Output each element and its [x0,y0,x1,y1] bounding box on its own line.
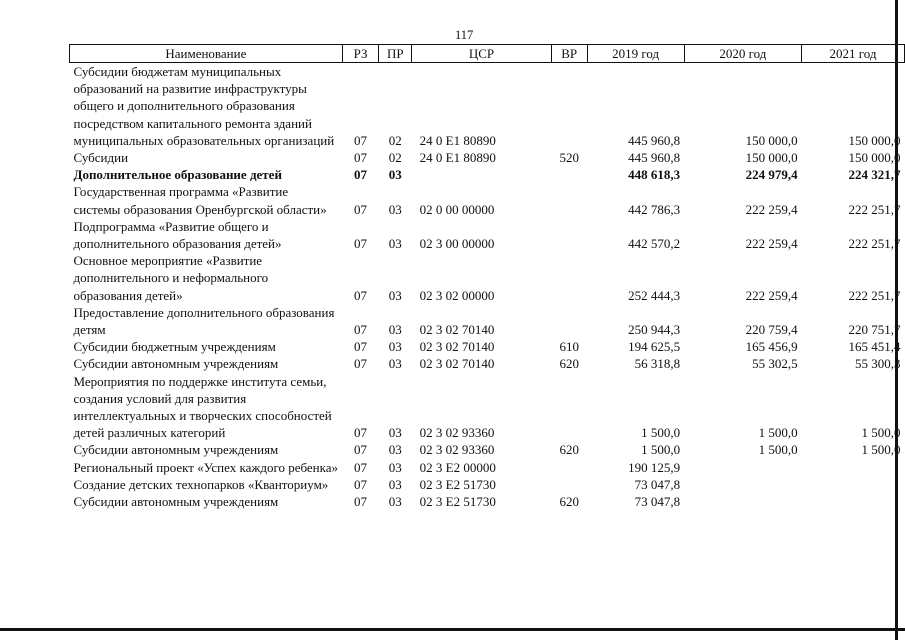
cell-pr: 03 [388,425,402,441]
cell-csr: 02 3 E2 51730 [419,494,496,510]
cell-y2019: 1 500,0 [641,442,681,458]
cell-name: Субсидии автономным учреждениям [73,356,279,372]
table-row [70,373,905,442]
cell-rz: 07 [354,494,368,510]
cell-y2021: 165 451,4 [848,339,901,355]
cell-pr: 03 [388,442,402,458]
cell-y2021 [802,476,905,493]
cell-y2020: 222 259,4 [745,236,798,252]
cell-y2019: 250 944,3 [628,322,681,338]
table-row [70,183,905,217]
page-number: 117 [455,28,474,42]
cell-csr: 02 3 E2 51730 [419,476,496,492]
table-row [70,166,905,183]
cell-csr: 02 3 02 93360 [419,425,495,441]
cell-name: Субсидии бюджетам муниципальных образований на развитие инфраструктуры общего и дополнительного образования посредством капитального ремонта зданий муниципальных образовательных организаций [73,64,335,148]
table-row [70,493,905,510]
table-row [70,476,905,493]
table-row [70,338,905,355]
cell-pr: 02 [388,150,402,166]
cell-name: Подпрограмма «Развитие общего и дополнительного образования детей» [73,218,282,252]
cell-name: Дополнительное образование детей [73,167,282,183]
table-row [70,355,905,372]
cell-y2021: 1 500,0 [861,442,901,458]
cell-y2019: 442 786,3 [628,201,681,217]
cell-rz: 07 [354,201,368,217]
cell-pr: 03 [388,201,402,217]
cell-y2019: 1 500,0 [641,425,681,441]
cell-csr: 02 3 02 70140 [419,356,495,372]
cell-name: Создание детских технопарков «Кванториум» [73,476,329,492]
cell-vr [551,373,587,442]
cell-y2020: 222 259,4 [745,287,798,303]
cell-y2020: 1 500,0 [758,442,798,458]
cell-vr [551,183,587,217]
cell-name: Мероприятия по поддержке института семьи, создания условий для развития интеллектуальных и творческих способностей детей различных категорий [73,373,332,441]
cell-rz: 07 [354,132,368,148]
cell-csr: 02 3 02 93360 [419,442,495,458]
cell-rz: 07 [354,236,368,252]
header-2020: 2020 год [684,45,801,63]
cell-y2019: 56 318,8 [634,356,681,372]
cell-csr: 02 3 02 70140 [419,339,495,355]
table-row [70,63,905,150]
header-2019: 2019 год [587,45,684,63]
cell-csr: 02 3 E2 00000 [419,459,496,475]
cell-pr: 03 [388,459,402,475]
cell-pr: 03 [388,236,402,252]
table-row [70,459,905,476]
cell-csr: 24 0 E1 80890 [419,132,496,148]
cell-y2021: 1 500,0 [861,425,901,441]
cell-y2020 [684,493,801,510]
cell-y2020: 150 000,0 [745,132,798,148]
cell-rz: 07 [354,459,368,475]
cell-vr [551,459,587,476]
cell-vr [551,218,587,252]
cell-name: Региональный проект «Успех каждого ребенка» [73,459,339,475]
cell-pr: 03 [388,356,402,372]
cell-name: Субсидии автономным учреждениям [73,442,279,458]
cell-rz: 07 [354,442,368,458]
cell-y2020: 222 259,4 [745,201,798,217]
cell-rz: 07 [354,287,368,303]
cell-rz: 07 [354,150,368,166]
cell-y2019: 73 047,8 [634,476,681,492]
cell-csr: 02 3 02 00000 [419,287,495,303]
cell-y2020: 224 979,4 [745,167,798,183]
cell-y2019: 190 125,9 [628,459,681,475]
cell-pr: 03 [388,494,402,510]
cell-rz: 07 [354,167,368,183]
cell-csr: 24 0 E1 80890 [419,150,496,166]
cell-y2021 [802,459,905,476]
cell-y2020: 1 500,0 [758,425,798,441]
cell-y2019: 73 047,8 [634,494,681,510]
cell-pr: 03 [388,339,402,355]
cell-y2021: 55 300,3 [855,356,901,372]
cell-y2019: 445 960,8 [628,132,681,148]
cell-pr: 03 [388,322,402,338]
table-row [70,149,905,166]
cell-y2021: 222 251,7 [848,287,901,303]
table-header-row [70,45,905,63]
cell-y2019: 448 618,3 [628,167,681,183]
cell-name: Субсидии бюджетным учреждениям [73,339,276,355]
cell-vr [551,476,587,493]
cell-y2021: 150 000,0 [848,132,901,148]
cell-csr: 02 3 00 00000 [419,236,495,252]
header-pr: ПР [379,45,412,63]
cell-y2019: 194 625,5 [628,339,681,355]
cell-vr [551,252,587,304]
cell-csr: 02 3 02 70140 [419,322,495,338]
cell-y2021 [802,493,905,510]
header-2021: 2021 год [802,45,905,63]
table-body [70,63,905,511]
cell-vr: 620 [559,356,579,372]
cell-y2021: 220 751,7 [848,322,901,338]
cell-y2019: 442 570,2 [628,236,681,252]
cell-y2019: 445 960,8 [628,150,681,166]
cell-vr: 610 [559,339,579,355]
header-name: Наименование [70,45,343,63]
cell-pr: 03 [388,287,402,303]
cell-vr: 620 [559,442,579,458]
cell-y2020 [684,459,801,476]
cell-csr [412,166,552,183]
cell-name: Государственная программа «Развитие системы образования Оренбургской области» [73,184,327,217]
cell-y2020: 220 759,4 [745,322,798,338]
cell-name: Субсидии автономным учреждениям [73,494,279,510]
header-csr: ЦСР [412,45,552,63]
cell-y2021: 222 251,7 [848,236,901,252]
cell-vr: 620 [559,494,579,510]
cell-y2020: 165 456,9 [745,339,798,355]
table-row [70,304,905,338]
cell-y2020: 150 000,0 [745,150,798,166]
cell-vr: 520 [559,150,579,166]
cell-vr [551,304,587,338]
cell-rz: 07 [354,356,368,372]
cell-csr: 02 0 00 00000 [419,201,495,217]
cell-pr: 03 [388,476,402,492]
cell-name: Основное мероприятие «Развитие дополнительного и неформального образования детей» [73,253,269,303]
cell-rz: 07 [354,322,368,338]
cell-y2021: 150 000,0 [848,150,901,166]
cell-y2021: 222 251,7 [848,201,901,217]
cell-pr: 02 [388,132,402,148]
header-rz: РЗ [342,45,379,63]
page-frame-bottom [0,628,905,631]
cell-y2021: 224 321,7 [848,167,901,183]
cell-name: Предоставление дополнительного образования детям [73,304,335,338]
table-row [70,441,905,458]
header-vr: ВР [551,45,587,63]
cell-name: Субсидии [73,150,129,166]
table-row [70,218,905,252]
cell-vr [551,166,587,183]
cell-rz: 07 [354,425,368,441]
cell-rz: 07 [354,339,368,355]
cell-vr [551,63,587,150]
cell-y2020: 55 302,5 [752,356,798,372]
cell-y2020 [684,476,801,493]
cell-y2019: 252 444,3 [628,287,681,303]
cell-rz: 07 [354,476,368,492]
cell-pr: 03 [388,167,402,183]
budget-table [69,44,905,510]
table-row [70,252,905,304]
